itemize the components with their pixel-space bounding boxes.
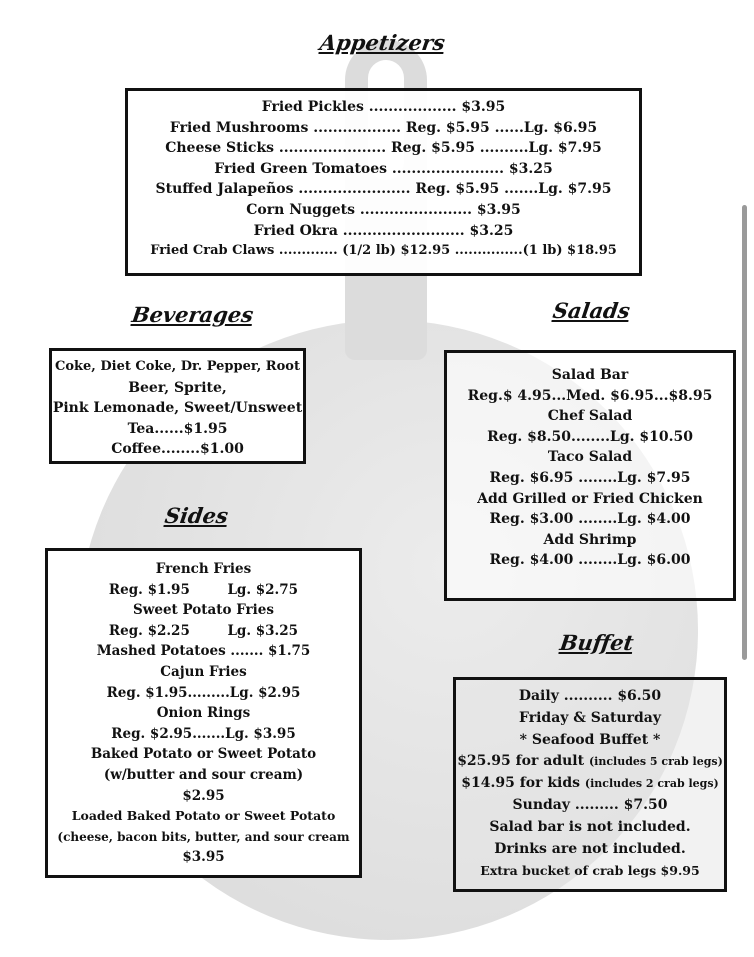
menu-line: Pink Lemonade, Sweet/Unsweet (52, 400, 303, 417)
scrollbar[interactable] (742, 205, 747, 660)
salads-heading: Salads (551, 298, 632, 323)
menu-line: Fried Pickles .................. $3.95 (261, 99, 506, 115)
menu-line: Reg. $2.95.......Lg. $3.95 (111, 725, 296, 742)
sides-box (45, 548, 362, 878)
menu-line: Add Shrimp (543, 531, 637, 548)
sides-heading: Sides (163, 503, 230, 528)
salads-box (444, 350, 736, 601)
kids-note: (includes 2 crab legs) (584, 777, 719, 791)
menu-line: Taco Salad (547, 449, 633, 466)
menu-line: $2.95 (182, 787, 225, 804)
menu-line: Friday & Saturday (519, 709, 661, 726)
buffet-box (453, 677, 727, 892)
appetizers-heading: Appetizers (318, 30, 447, 55)
menu-line: Tea......$1.95 (127, 420, 228, 437)
menu-line: Fried Crab Claws ............. (1/2 lb) $12.95 ...............(1 lb) $18.95 (150, 243, 617, 259)
menu-line: Coffee........$1.00 (111, 441, 244, 458)
menu-line: Stuffed Jalapeños ....................... Reg. $5.95 .......Lg. $7.95 (155, 181, 612, 198)
appetizers-box (125, 88, 642, 276)
menu-line: Add Grilled or Fried Chicken (477, 490, 703, 507)
adult-note: (includes 5 crab legs) (588, 755, 723, 769)
menu-line: Salad Bar (551, 367, 629, 383)
menu-line: Sweet Potato Fries (133, 602, 274, 619)
menu-line: Loaded Baked Potato or Sweet Potato (71, 808, 336, 824)
menu-line: Fried Okra ......................... $3.25 (253, 222, 514, 239)
menu-line: Baked Potato or Sweet Potato (90, 746, 317, 763)
menu-line: $3.95 (182, 849, 225, 866)
menu-line: Reg. $3.00 ........Lg. $4.00 (489, 511, 691, 528)
menu-line: French Fries (155, 561, 252, 577)
menu-line: Fried Mushrooms .................. Reg. $5.95 ......Lg. $6.95 (169, 119, 598, 136)
menu-line: Chef Salad (547, 408, 633, 425)
menu-line: (cheese, bacon bits, butter, and sour cream (57, 829, 350, 844)
menu-line: Reg. $1.95 Lg. $2.75 (108, 581, 299, 598)
menu-line: Salad bar is not included. (489, 818, 691, 835)
menu-line: Mashed Potatoes ....... $1.75 (96, 643, 311, 660)
menu-line: Reg. $6.95 ........Lg. $7.95 (489, 469, 691, 486)
menu-line: Onion Rings (156, 705, 251, 722)
menu-line: Corn Nuggets ....................... $3.95 (246, 201, 521, 218)
kids-price: $14.95 for kids (461, 775, 581, 792)
buffet-heading: Buffet (558, 630, 636, 655)
menu-line: (w/butter and sour cream) (103, 766, 304, 783)
menu-line: Coke, Diet Coke, Dr. Pepper, Root (55, 359, 300, 374)
menu-line: Reg. $2.25 Lg. $3.25 (108, 622, 299, 639)
menu-line: Cheese Sticks ...................... Reg. $5.95 ..........Lg. $7.95 (165, 140, 602, 157)
menu-line: Cajun Fries (160, 663, 247, 680)
menu-line (456, 773, 724, 795)
menu-line: Extra bucket of crab legs $9.95 (480, 863, 700, 879)
menu-line (456, 751, 724, 773)
menu-line: * Seafood Buffet * (519, 731, 661, 748)
adult-price: $25.95 for adult (457, 753, 585, 770)
beverages-heading: Beverages (130, 302, 255, 327)
menu-line: Daily .......... $6.50 (518, 688, 662, 704)
menu-line: Reg. $1.95.........Lg. $2.95 (106, 684, 301, 701)
menu-line: Drinks are not included. (494, 840, 686, 857)
menu-line: Reg.$ 4.95...Med. $6.95...$8.95 (467, 387, 713, 404)
menu-line: Beer, Sprite, (128, 379, 227, 396)
menu-line: Fried Green Tomatoes ....................... $3.25 (214, 160, 553, 177)
menu-line: Sunday ......... $7.50 (512, 796, 668, 813)
menu-line: Reg. $8.50........Lg. $10.50 (487, 428, 693, 445)
beverages-box (49, 348, 306, 464)
menu-line: Reg. $4.00 ........Lg. $6.00 (489, 552, 691, 569)
